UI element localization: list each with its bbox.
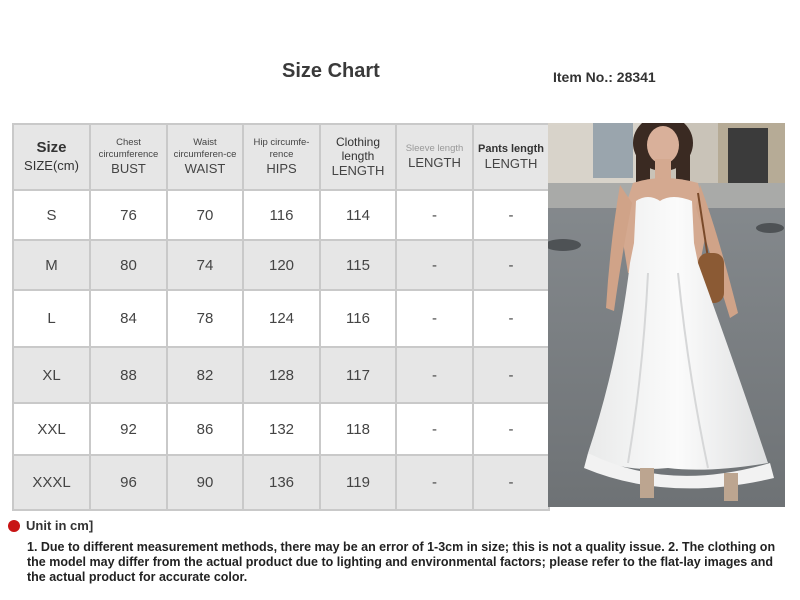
header-pants-length — [473, 124, 549, 190]
cell-sleeve-length: - — [396, 347, 473, 403]
cell-clothing-length: 119 — [320, 455, 396, 510]
header-size — [13, 124, 90, 190]
cell-hips: 124 — [243, 290, 320, 347]
measurement-note: 1. Due to different measurement methods, there may be an error of 1-3cm in size; this is not a quality issue. 2. The clothing on the model may differ from the actual product due to lighting and environmental factors; please refer to the flat-lay images and the actual product for accurate color. — [27, 540, 776, 584]
cell-waist: 78 — [167, 290, 243, 347]
cell-hips: 136 — [243, 455, 320, 510]
header-pants-length-desc: Pants length — [477, 142, 544, 155]
bullet-dot-icon — [8, 520, 20, 532]
cell-sleeve-length: - — [396, 240, 473, 290]
cell-clothing-length: 114 — [320, 190, 396, 240]
table-row — [13, 290, 549, 347]
cell-hips: 132 — [243, 403, 320, 455]
header-hips-desc: Hip circumfe-rence — [253, 137, 310, 160]
cell-size: XXL — [13, 403, 90, 455]
cell-pants-length: - — [473, 347, 549, 403]
cell-size: S — [13, 190, 90, 240]
cell-clothing-length: 118 — [320, 403, 396, 455]
header-bust-label: BUST — [111, 161, 146, 176]
item-number: Item No.: 28341 — [553, 69, 656, 85]
header-hips — [243, 124, 320, 190]
cell-size: XL — [13, 347, 90, 403]
table-row — [13, 347, 549, 403]
table-row — [13, 455, 549, 510]
table-header-row — [13, 124, 549, 190]
cell-size: XXXL — [13, 455, 90, 510]
cell-waist: 90 — [167, 455, 243, 510]
cell-sleeve-length: - — [396, 190, 473, 240]
header-sleeve-length-label: LENGTH — [408, 155, 461, 170]
header-sleeve-length-desc: Sleeve length — [405, 143, 464, 154]
cell-clothing-length: 116 — [320, 290, 396, 347]
cell-sleeve-length: - — [396, 290, 473, 347]
cell-waist: 82 — [167, 347, 243, 403]
size-chart-table — [12, 123, 550, 511]
cell-size: M — [13, 240, 90, 290]
page-title: Size Chart — [282, 60, 380, 82]
cell-clothing-length: 117 — [320, 347, 396, 403]
header-waist-desc: Waist circumferen-ce — [173, 137, 237, 160]
header-clothing-length-label: LENGTH — [331, 163, 385, 178]
cell-hips: 128 — [243, 347, 320, 403]
cell-hips: 120 — [243, 240, 320, 290]
header-size-unit: SIZE(cm) — [24, 158, 79, 173]
header-hips-label: HIPS — [266, 161, 297, 176]
cell-pants-length: - — [473, 290, 549, 347]
cell-clothing-length: 115 — [320, 240, 396, 290]
header-pants-length-label: LENGTH — [484, 155, 538, 171]
unit-label: Unit in cm] — [26, 518, 94, 533]
header-clothing-length — [320, 124, 396, 190]
cell-pants-length: - — [473, 403, 549, 455]
header-waist-label: WAIST — [184, 161, 226, 176]
cell-pants-length: - — [473, 190, 549, 240]
table-row — [13, 403, 549, 455]
cell-waist: 70 — [167, 190, 243, 240]
cell-sleeve-length: - — [396, 455, 473, 510]
cell-bust: 88 — [90, 347, 167, 403]
cell-bust: 92 — [90, 403, 167, 455]
unit-line — [8, 518, 93, 533]
header-bust-desc: Chest circumference — [98, 137, 159, 160]
cell-waist: 74 — [167, 240, 243, 290]
table-row — [13, 240, 549, 290]
cell-size: L — [13, 290, 90, 347]
cell-sleeve-length: - — [396, 403, 473, 455]
header-sleeve-length — [396, 124, 473, 190]
cell-waist: 86 — [167, 403, 243, 455]
header-clothing-length-desc: Clothing length — [335, 135, 381, 163]
cell-bust: 96 — [90, 455, 167, 510]
header-size-label: Size — [36, 139, 67, 156]
cell-bust: 76 — [90, 190, 167, 240]
table-row — [13, 190, 549, 240]
cell-hips: 116 — [243, 190, 320, 240]
cell-bust: 80 — [90, 240, 167, 290]
header-bust — [90, 124, 167, 190]
cell-pants-length: - — [473, 240, 549, 290]
header-waist — [167, 124, 243, 190]
model-photo — [548, 123, 785, 507]
cell-bust: 84 — [90, 290, 167, 347]
cell-pants-length: - — [473, 455, 549, 510]
